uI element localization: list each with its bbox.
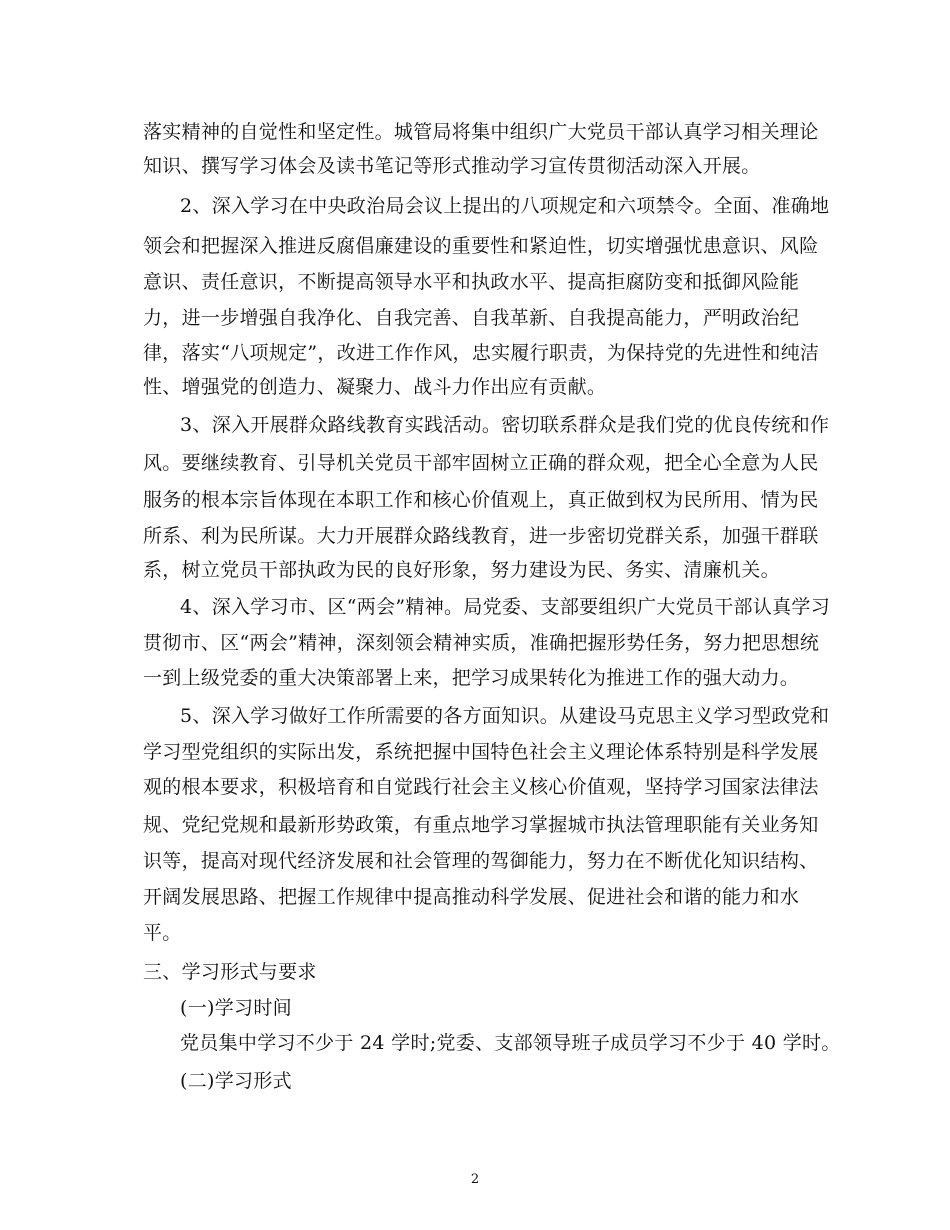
subsection-heading-study-form: (二)学习形式 (180, 1070, 292, 1092)
item-5-line-3: 观的根本要求，积极培育和自觉践行社会主义核心价值观，坚持学习国家法律法 (143, 776, 819, 798)
item-2-line-5: 律，落实“八项规定”，改进工作作风，忠实履行职责，为保持党的先进性和纯洁 (143, 342, 820, 364)
item-3-line-5: 系，树立党员干部执政为民的良好形象，努力建设为民、务实、清廉机关。 (143, 559, 780, 581)
section-heading: 三、学习形式与要求 (143, 961, 317, 983)
item-5-line-7: 平。 (143, 922, 182, 944)
item-4-line-1: 4、深入学习市、区“两会”精神。局党委、支部要组织广大党员干部认真学习 (180, 596, 831, 618)
study-time-requirement: 党员集中学习不少于 24 学时;党委、支部领导班子成员学习不少于 40 学时。 (180, 1032, 841, 1054)
page-number: 2 (470, 1172, 480, 1187)
item-2-line-2: 领会和把握深入推进反腐倡廉建设的重要性和紧迫性，切实增强忧患意识、风险 (143, 235, 819, 257)
paragraph-1-line-1: 落实精神的自觉性和坚定性。城管局将集中组织广大党员干部认真学习相关理论 (143, 121, 819, 143)
item-4-line-3: 一到上级党委的重大决策部署上来，把学习成果转化为推进工作的强大动力。 (143, 667, 800, 689)
item-5-line-5: 识等，提高对现代经济发展和社会管理的驾御能力，努力在不断优化知识结构、 (143, 850, 819, 872)
item-3-line-2: 风。要继续教育、引导机关党员干部牢固树立正确的群众观，把全心全意为人民 (143, 452, 819, 474)
item-2-line-6: 性、增强党的创造力、凝聚力、战斗力作出应有贡献。 (143, 376, 607, 398)
paragraph-1-line-2: 知识、撰写学习体会及读书笔记等形式推动学习宣传贯彻活动深入开展。 (143, 155, 761, 177)
item-4-line-2: 贯彻市、区“两会”精神，深刻领会精神实质，准确把握形势任务，努力把思想统 (143, 632, 820, 654)
item-3-line-1: 3、深入开展群众路线教育实践活动。密切联系群众是我们党的优良传统和作 (180, 414, 830, 436)
item-5-line-6: 开阔发展思路、把握工作规律中提高推动科学发展、促进社会和谐的能力和水 (143, 886, 800, 908)
item-3-line-4: 所系、利为民所谋。大力开展群众路线教育，进一步密切党群关系，加强干群联 (143, 525, 819, 547)
item-5-line-1: 5、深入学习做好工作所需要的各方面知识。从建设马克思主义学习型政党和 (180, 705, 830, 727)
item-2-line-1: 2、深入学习在中央政治局会议上提出的八项规定和六项禁令。全面、准确地 (180, 195, 830, 217)
subsection-heading-study-time: (一)学习时间 (180, 997, 292, 1019)
item-3-line-3: 服务的根本宗旨体现在本职工作和核心价值观上，真正做到权为民所用、情为民 (143, 489, 819, 511)
item-5-line-4: 规、党纪党规和最新形势政策，有重点地学习掌握城市执法管理职能有关业务知 (143, 814, 819, 836)
item-2-line-3: 意识、责任意识，不断提高领导水平和执政水平、提高拒腐防变和抵御风险能 (143, 271, 800, 293)
item-2-line-4: 力，进一步增强自我净化、自我完善、自我革新、自我提高能力，严明政治纪 (143, 307, 800, 329)
item-5-line-2: 学习型党组织的实际出发，系统把握中国特色社会主义理论体系特别是科学发展 (143, 741, 819, 763)
